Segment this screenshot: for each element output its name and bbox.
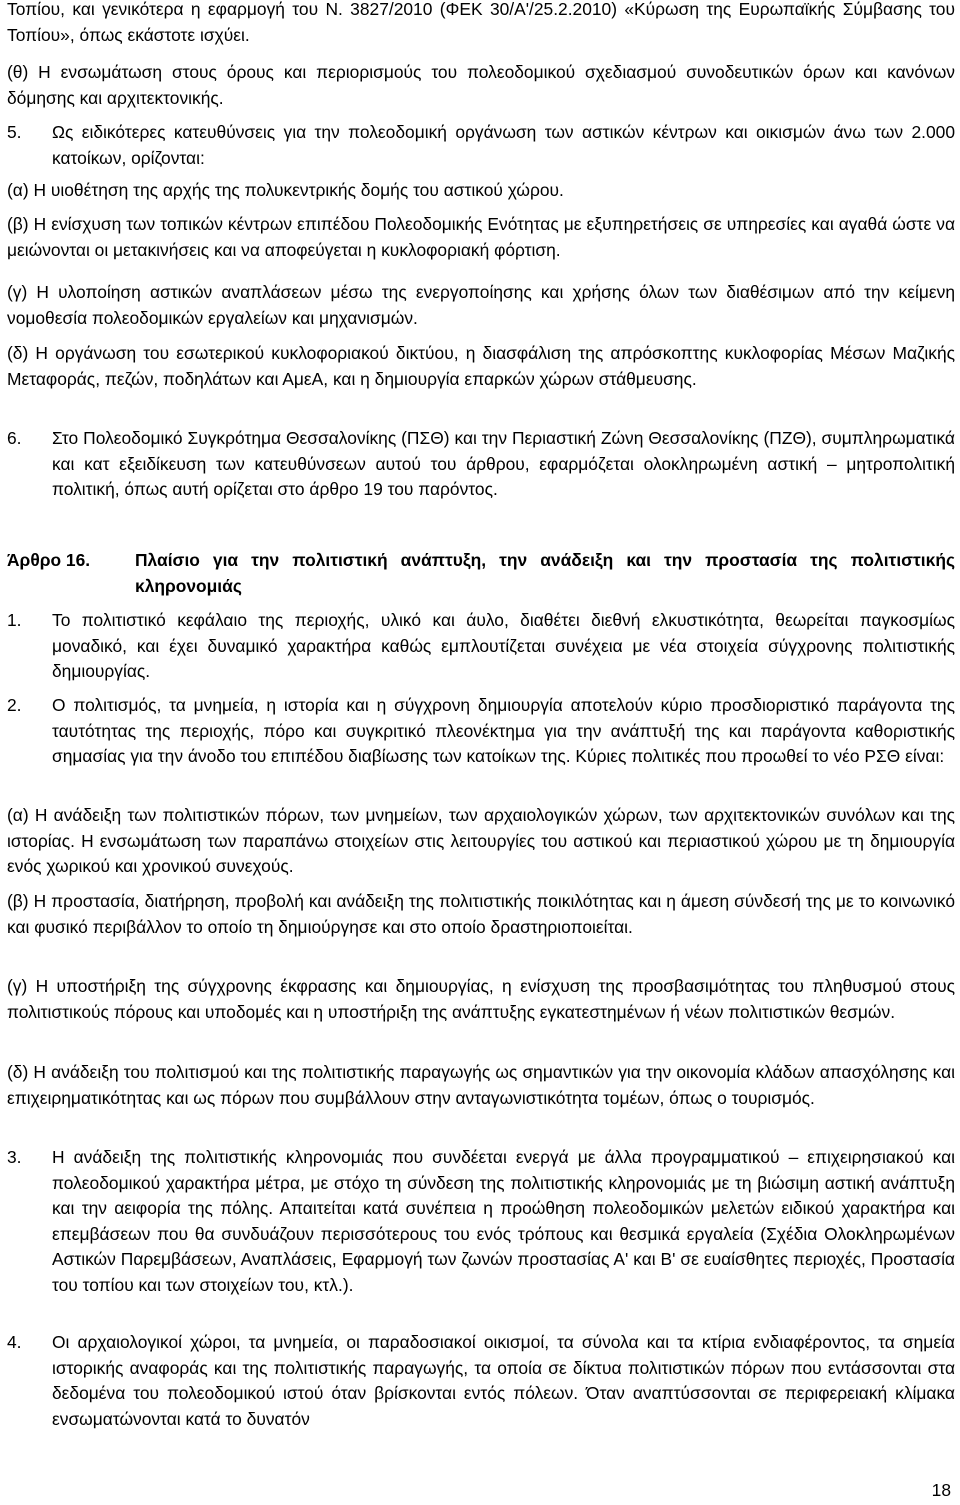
list-item-text: Στο Πολεοδομικό Συγκρότημα Θεσσαλονίκης (ΠΣΘ) και την Περιαστική Ζώνη Θεσσαλονίκης (ΠΖΘ), συμπληρωματικά και κατ εξειδίκευση των κατευθύνσεων αυτού του άρθρου, εφαρμόζεται ολοκληρωμένη αστική – μητροπολιτική πολιτική, όπως αυτή ορίζεται στο άρθρο 19 του παρόντος. <box>52 428 955 499</box>
list-item-text: Οι αρχαιολογικοί χώροι, τα μνημεία, οι παραδοσιακοί οικισμοί, τα σύνολα και τα κτίρια ενδιαφέροντος, τα σημεία ιστορικής αναφοράς και της πολιτιστικής παραγωγής, τα οποία σε δίκτυα πολιτιστικών πόρων που εντάσσονται στα δεδομένα του πολεοδομικού ιστού όταν βρίσκονται εντός πόλεων. Όταν αναπτύσσονται σε περιφερειακή κλίμακα ενσωματώνονται κατά το δυνατόν <box>52 1332 955 1429</box>
paragraph-5d: (δ) Η οργάνωση του εσωτερικού κυκλοφοριακού δικτύου, η διασφάλιση της απρόσκοπτης κυκλοφορίας Μέσων Μαζικής Μεταφοράς, πεζών, ποδηλάτων και ΑμεΑ, και η δημιουργία επαρκών χώρων στάθμευσης. <box>7 343 955 389</box>
paragraph-2b: (β) Η προστασία, διατήρηση, προβολή και ανάδειξη της πολιτιστικής ποικιλότητας και η άμεση σύνδεσή της με το κοινωνικό και φυσικό περιβάλλον το οποίο τη δημιούργησε και στο οποίο δραστηριοποιείται. <box>7 891 955 937</box>
list-number: 5. <box>7 122 22 142</box>
paragraph-2d: (δ) Η ανάδειξη του πολιτισμού και της πολιτιστικής παραγωγής ως σημαντικών για την οικονομία κλάδων απασχόλησης και επιχειρηματικότητας και ως πόρων που συμβάλλουν στην ανταγωνιστικότητα τομέων, όπως ο τουρισμός. <box>7 1062 955 1108</box>
paragraph-2a: (α) Η ανάδειξη των πολιτιστικών πόρων, των μνημείων, των αρχαιολογικών χώρων, των αρχιτεκτονικών συνόλων και της ιστορίας. Η ενσωμάτωση των παραπάνω στοιχείων στις λειτουργίες του αστικού και περιαστικού χώρου με τη δημιουργία ενός χωρικού και χρονικού συνεχούς. <box>7 805 955 876</box>
article-item-3 <box>7 1145 955 1298</box>
paragraph-top-fragment: Τοπίου, και γενικότερα η εφαρμογή του Ν. 3827/2010 (ΦΕΚ 30/Α'/25.2.2010) «Κύρωση της Ευρωπαϊκής Σύμβασης του Τοπίου», όπως εκάστοτε ισχύει. <box>7 0 955 45</box>
paragraph-5c: (γ) Η υλοποίηση αστικών αναπλάσεων μέσω της ενεργοποίησης και χρήσης όλων των διαθέσιμων από την κείμενη νομοθεσία πολεοδομικών εργαλείων και μηχανισμών. <box>7 282 955 328</box>
list-item-text: Η ανάδειξη της πολιτιστικής κληρονομιάς που συνδέεται ενεργά με άλλα προγραμματικού – επιχειρησιακού και πολεοδομικού χαρακτήρα μέτρα, με στόχο τη σύνδεση της πολιτιστικής κληρονομιάς με τη βιώσιμη αστική ανάπτυξη και την αειφορία της πόλης. Απαιτείται κατά συνέπεια η προώθηση πολεοδομικών μελετών ειδικού χαρακτήρα και επεμβάσεων που θα συνδυάζουν περισσότερους του ενός τρόπους και θεσμικά εργαλεία (Σχέδια Ολοκληρωμένων Αστικών Παρεμβάσεων, Αναπλάσεις, Εφαρμογή των ζωνών προστασίας Α' και Β' σε ευαίσθητες περιοχές, Προστασία του τοπίου και των στοιχείων του, κτλ.). <box>52 1147 955 1295</box>
list-item-text: Ο πολιτισμός, τα μνημεία, η ιστορία και η σύγχρονη δημιουργία αποτελούν κύριο προσδιοριστικό παράγοντα της ταυτότητας της περιοχής, πόρο και συγκριτικό πλεονέκτημα για την ανάπτυξή της και παράγοντα καθοριστικής σημασίας για την άνοδο του επιπέδου διαβίωσης των κατοίκων της. Κύριες πολιτικές που προωθεί το νέο ΡΣΘ είναι: <box>52 695 955 766</box>
article-item-4 <box>7 1330 955 1432</box>
article-item-2 <box>7 693 955 770</box>
article-title: Πλαίσιο για την πολιτιστική ανάπτυξη, την ανάδειξη και την προστασία της πολιτιστικής κληρονομιάς <box>135 550 955 596</box>
article-item-1 <box>7 608 955 685</box>
list-item-5 <box>7 120 955 171</box>
article-label: Άρθρο 16. <box>7 550 91 570</box>
list-number: 1. <box>7 610 22 630</box>
list-number: 3. <box>7 1147 22 1167</box>
article-heading <box>7 548 955 599</box>
paragraph-2c: (γ) Η υποστήριξη της σύγχρονης έκφρασης και δημιουργίας, η ενίσχυση της προσβασιμότητας του πληθυσμού στους πολιτιστικούς πόρους και υποδομές και η υποστήριξη της ανάπτυξης εγκατεστημένων ή νέων πολιτιστικών θεσμών. <box>7 976 955 1022</box>
paragraph-theta: (θ) Η ενσωμάτωση στους όρους και περιορισμούς του πολεοδομικού σχεδιασμού συνοδευτικών όρων και κανόνων δόμησης και αρχιτεκτονικής. <box>7 62 955 108</box>
list-number: 6. <box>7 428 22 448</box>
list-number: 2. <box>7 695 22 715</box>
list-item-text: Ως ειδικότερες κατευθύνσεις για την πολεοδομική οργάνωση των αστικών κέντρων και οικισμών άνω των 2.000 κατοίκων, ορίζονται: <box>52 122 955 168</box>
page-number: 18 <box>931 1480 951 1500</box>
list-item-6 <box>7 426 955 503</box>
list-item-text: Το πολιτιστικό κεφάλαιο της περιοχής, υλικό και άυλο, διαθέτει διεθνή ελκυστικότητα, θεωρείται παγκοσμίως μοναδικό, και έχει δυναμικό χαρακτήρα καθώς εμπλουτίζεται συνέχεια με νέα στοιχεία σύγχρονης πολιτιστικής δημιουργίας. <box>52 610 955 681</box>
list-number: 4. <box>7 1332 22 1352</box>
paragraph-5a: (α) Η υιοθέτηση της αρχής της πολυκεντρικής δομής του αστικού χώρου. <box>7 180 564 200</box>
paragraph-5b: (β) Η ενίσχυση των τοπικών κέντρων επιπέδου Πολεοδομικής Ενότητας με εξυπηρετήσεις σε υπηρεσίες και αγαθά ώστε να μειώνονται οι μετακινήσεις και να αποφεύγεται η κυκλοφοριακή φόρτιση. <box>7 214 955 260</box>
